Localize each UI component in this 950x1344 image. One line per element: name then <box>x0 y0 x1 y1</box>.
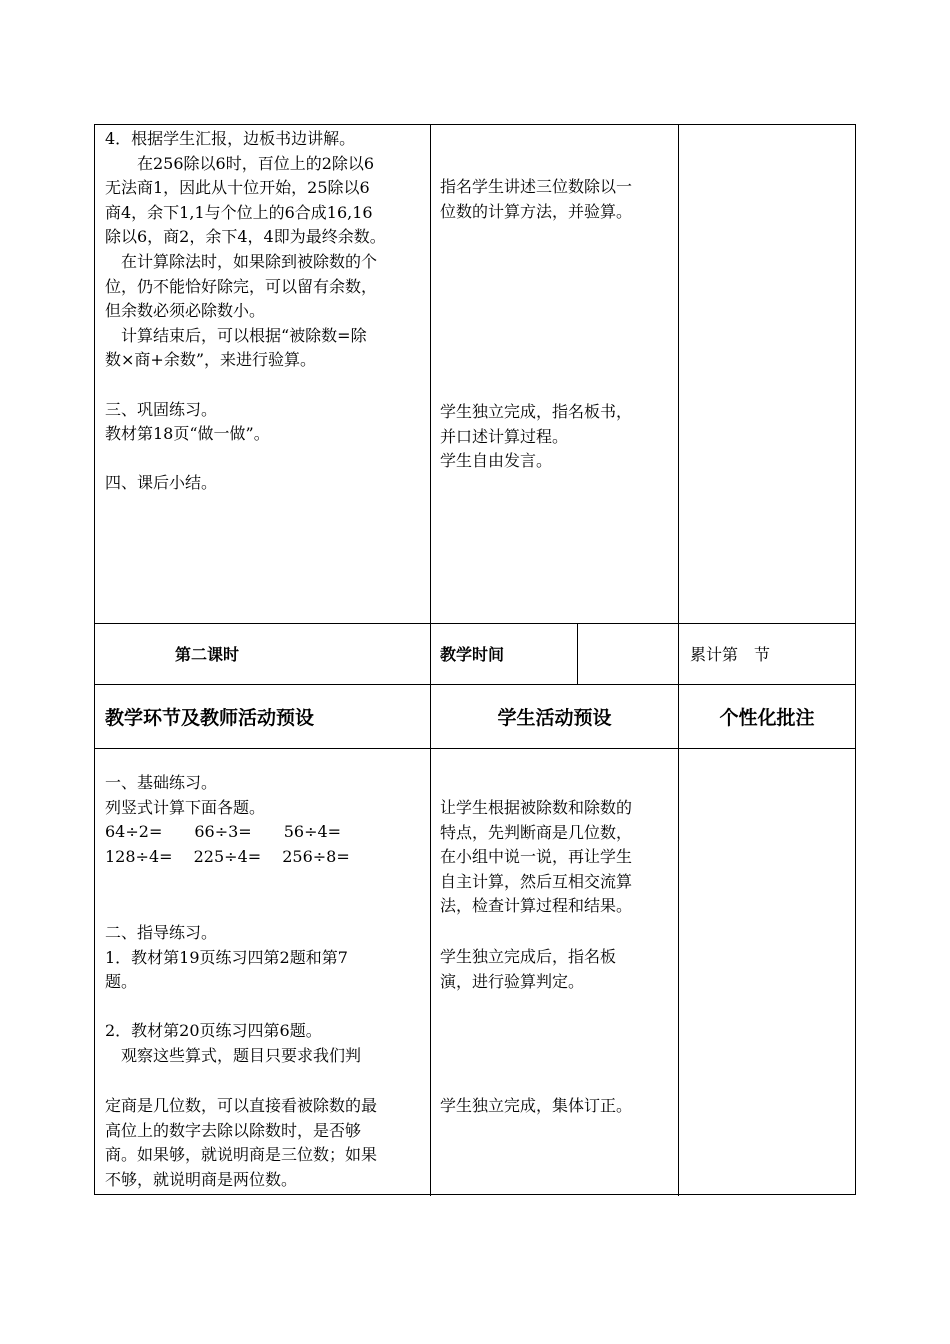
teacher-activity-cell-2a <box>105 771 427 869</box>
text-line: 定商是几位数，可以直接看被除数的最 <box>105 1096 378 1115</box>
text-line: 一、基础练习。 <box>105 773 218 792</box>
text-line: 法，检查计算过程和结果。 <box>440 896 633 916</box>
teacher-activity-cell-2b <box>105 921 427 1069</box>
text-line: 二、指导练习。 <box>105 923 218 942</box>
teaching-time-label: 教学时间 <box>440 645 505 664</box>
text-line: 无法商1，因此从十位开始，25除以6 <box>105 178 370 198</box>
text-line: 高位上的数字去除以除数时，是否够 <box>105 1120 362 1140</box>
text-line: 让学生根据被除数和除数的 <box>440 798 633 817</box>
text-line: 在小组中说一说，再让学生 <box>440 847 633 867</box>
cumulative-lesson-label: 累计第 节 <box>690 645 771 664</box>
text-line: 学生独立完成后，指名板 <box>440 947 617 966</box>
text-line: 学生独立完成，集体订正。 <box>440 1096 633 1115</box>
text-line <box>105 373 427 398</box>
text-line: 计算结束后，可以根据“被除数=除 <box>105 325 367 345</box>
text-line: 128÷4= 225÷4= 256÷8= <box>105 846 350 866</box>
text-line: 特点，先判断商是几位数， <box>440 822 633 842</box>
column-divider <box>678 125 679 1196</box>
student-activity-cell-2b <box>440 945 676 994</box>
text-line: 除以6，商2，余下4，4即为最终余数。 <box>105 227 386 247</box>
text-line: 题。 <box>105 972 138 992</box>
text-line: 商4，余下1,1与个位上的6合成16,16 <box>105 202 373 222</box>
student-activity-cell-1a <box>440 175 676 224</box>
text-line: 在256除以6时，百位上的2除以6 <box>105 153 375 173</box>
header-teacher-activity: 教学环节及教师活动预设 <box>105 707 315 729</box>
student-activity-cell-2a <box>440 796 676 919</box>
text-line: 不够，就说明商是两位数。 <box>105 1169 298 1189</box>
text-line: 并口述计算过程。 <box>440 426 569 446</box>
text-line: 商。如果够，就说明商是三位数；如果 <box>105 1145 378 1165</box>
text-line: 2．教材第20页练习四第6题。 <box>105 1021 322 1041</box>
header-student-activity: 学生活动预设 <box>497 707 612 729</box>
teacher-activity-cell-1 <box>105 127 427 496</box>
row-divider <box>95 748 855 749</box>
text-line: 学生独立完成，指名板书， <box>440 402 633 421</box>
text-line <box>105 995 427 1020</box>
text-line: 演，进行验算判定。 <box>440 971 585 991</box>
text-line <box>105 447 427 472</box>
text-line: 1．教材第19页练习四第2题和第7 <box>105 947 348 967</box>
text-line: 观察这些算式，题目只要求我们判 <box>105 1045 362 1065</box>
header-personal-notes: 个性化批注 <box>719 707 815 729</box>
text-line: 位，仍不能恰好除完，可以留有余数， <box>105 276 378 296</box>
row-divider <box>95 623 855 624</box>
text-line: 教材第18页“做一做”。 <box>105 424 270 444</box>
text-line: 4．根据学生汇报，边板书边讲解。 <box>105 129 356 148</box>
text-line: 列竖式计算下面各题。 <box>105 797 266 817</box>
text-line: 位数的计算方法，并验算。 <box>440 201 633 221</box>
student-activity-cell-1b <box>440 400 676 474</box>
text-line: 四、课后小结。 <box>105 473 218 493</box>
column-divider <box>577 623 578 684</box>
text-line: 三、巩固练习。 <box>105 399 218 419</box>
text-line: 64÷2= 66÷3= 56÷4= <box>105 822 342 842</box>
text-line: 但余数必须必除数小。 <box>105 301 266 321</box>
lesson-plan-table <box>94 124 856 1195</box>
student-activity-cell-2c <box>440 1094 676 1119</box>
text-line: 数×商+余数”，来进行验算。 <box>105 350 316 370</box>
text-line: 自主计算，然后互相交流算 <box>440 871 633 891</box>
column-divider <box>430 125 431 1196</box>
lesson-label: 第二课时 <box>175 645 240 664</box>
text-line: 指名学生讲述三位数除以一 <box>440 177 633 196</box>
teacher-activity-cell-2c <box>105 1094 427 1192</box>
text-line: 在计算除法时，如果除到被除数的个 <box>105 251 378 271</box>
text-line: 学生自由发言。 <box>440 451 553 471</box>
